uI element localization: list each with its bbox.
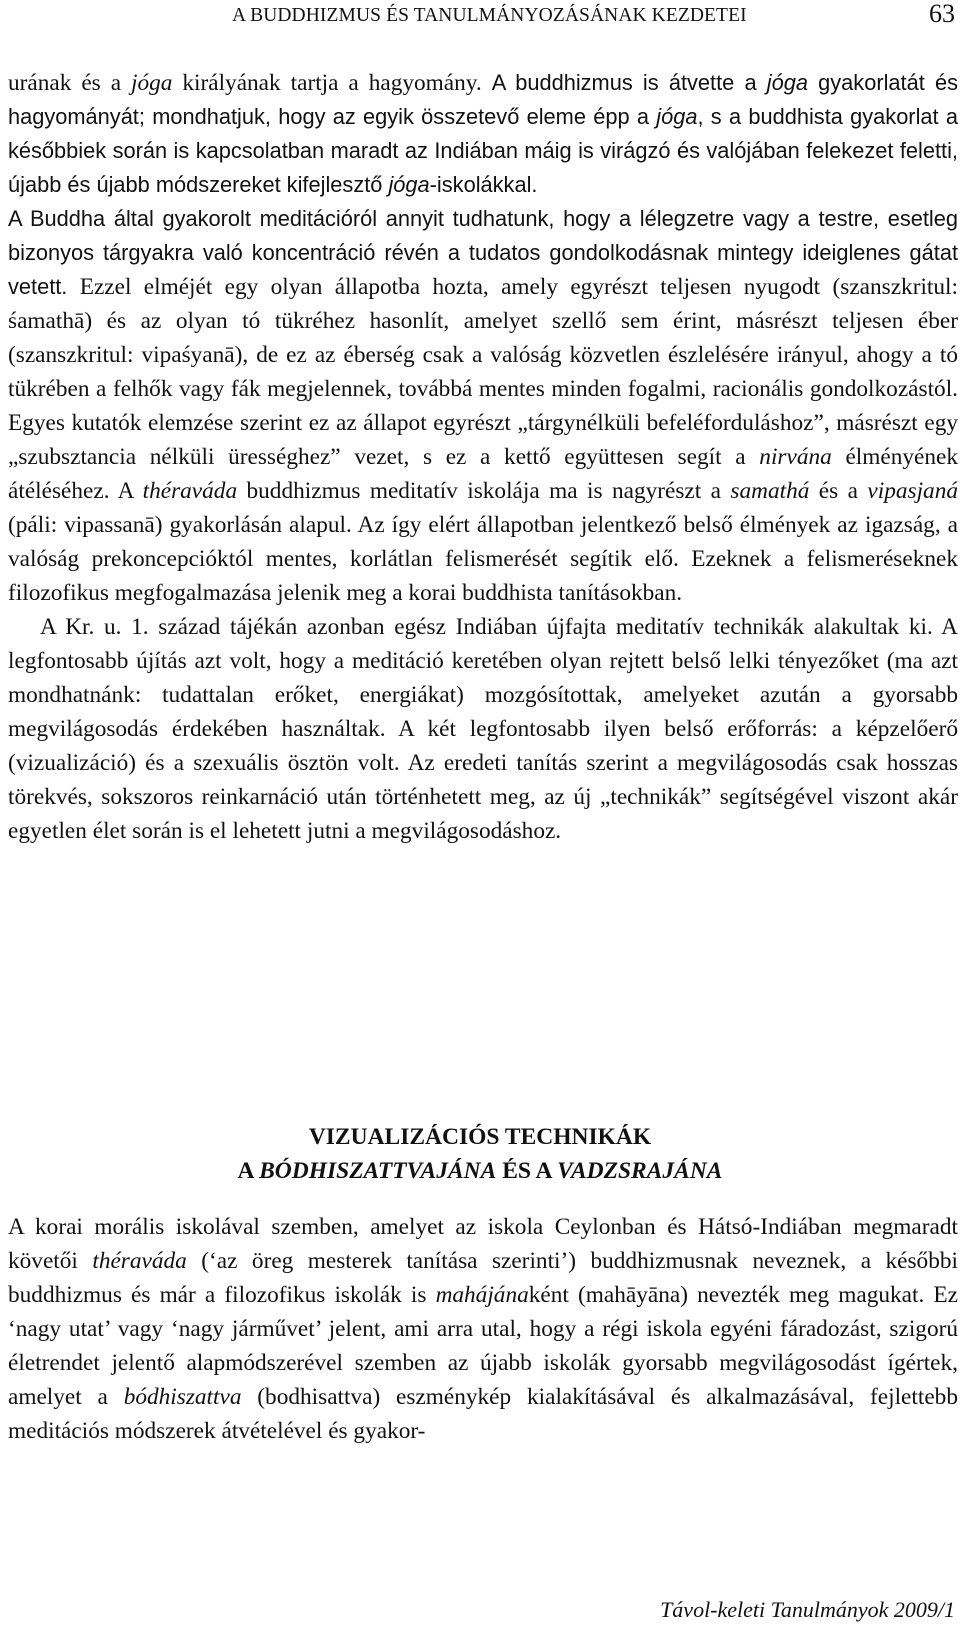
section-paragraph-1 [8, 1210, 958, 1448]
text-run: -iskolákkal. [429, 172, 538, 197]
heading-text: ÉS A [496, 1158, 558, 1184]
text-run: élményének átéléséhez. A [8, 444, 959, 504]
paragraph-1 [8, 66, 958, 202]
section-body [8, 1210, 958, 1448]
text-run: gyakorlatát és hagyományát; mondhatjuk, hogy az egyik összetevő eleme épp a [8, 70, 958, 129]
italic-term: vipasjaná [867, 478, 958, 504]
text-run: , s a buddhista gyakorlat a későbbiek során is kapcsolatban maradt az Indiában máig is virágzó és valójában felekezet feletti, újabb és újabb módszereket kifejlesztő [8, 104, 958, 197]
italic-term: théraváda [92, 1248, 187, 1274]
running-head: A BUDDHIZMUS ÉS TANULMÁNYOZÁSÁNAK KEZDETEI [232, 5, 747, 26]
text-run: A korai morális iskolával szemben, amelyet az iskola Ceylonban és Hátsó-Indiában megmaradt követői [8, 1214, 958, 1274]
text-run: Ezzel elméjét egy olyan állapotba hozta, amely egyrészt teljesen nyugodt (szanszkritul: śamathā) és az olyan tó tükréhez hasonlít, amelyet szellő sem érint, másrészt teljesen éber (szanszkritul: vipaśyanā), de ez az éberség csak a valóság közvetlen észlelésére irányul, ahogy a tó tükrében a felhők vagy fák megjelennek, továbbá mentes minden fogalmi, racionális gondolkozástól. Egyes kutatók elemzése szerint ez az állapot egyrészt „tárgynélküli befeléforduláshoz”, másrészt egy „szubsztancia nélküli ürességhez” vezet, s ez a kettő együttesen segít a [8, 274, 958, 470]
italic-term: jóga [656, 104, 698, 129]
text-run: (páli: vipassanā) gyakorlásán alapul. Az így elért állapotban jelentkező belső élmények az igazság, a valóság prekoncepcióktól mentes, korlátlan felismerését segítik elő. Ezeknek a felismeréseknek filozofikus megfogalmazása jelenik meg a korai buddhista tanításokban. [8, 512, 958, 606]
page-header [0, 2, 960, 36]
journal-footer: Távol-keleti Tanulmányok 2009/1 [660, 1597, 955, 1622]
italic-term: nirvána [759, 444, 832, 470]
heading-italic: BÓDHISZATTVAJÁNA [259, 1158, 497, 1184]
italic-term: jóga [388, 172, 430, 197]
italic-term: jóga [766, 70, 808, 95]
text-run: és a [809, 478, 868, 504]
heading-line-1: VIZUALIZÁCIÓS TECHNIKÁK [308, 1124, 652, 1150]
text-run: (bodhisattva) eszménykép kialakításával és alkalmazásával, fejlettebb meditációs módszerek átvételével és gyakor- [8, 1384, 958, 1444]
heading-text: A [237, 1158, 260, 1184]
heading-italic: VADZSRAJÁNA [557, 1158, 723, 1184]
heading-line-2 [0, 1154, 960, 1188]
text-run: (‘az öreg mesterek tanítása szerinti’) buddhizmusnak neveznek, a későbbi buddhizmus és már a filozofikus iskolák is [8, 1248, 958, 1308]
italic-term: mahájána [435, 1282, 529, 1308]
page-number: 63 [929, 0, 955, 28]
italic-term: samathá [730, 478, 810, 504]
text-run: A Buddha által gyakorolt meditációról annyit tudhatunk, hogy a lélegzetre vagy a testre, esetleg bizonyos tárgyakra való koncentráció révén a tudatos gondolkodásnak mintegy ideiglenes gátat vetett. [8, 206, 958, 299]
body-text [8, 66, 958, 848]
section-heading [0, 1120, 960, 1188]
text-run: buddhizmus meditatív iskolája ma is nagyrészt a [237, 478, 731, 504]
italic-term: jóga [130, 70, 173, 96]
text-run: királyának tartja a hagyomány. [172, 70, 492, 96]
text-run: ként (mahāyāna) nevezték meg magukat. Ez ‘nagy utat’ vagy ‘nagy járművet’ jelent, ami arra utal, hogy a régi iskola egyéni fáradozást, szigorú életrendet jelentő alapmódszerével szemben az újabb iskolák gyorsabb megvilágosodást ígértek, amelyet a [8, 1282, 958, 1410]
paragraph-2 [8, 202, 958, 610]
paragraph-3: A Kr. u. 1. század tájékán azonban egész Indiában újfajta meditatív technikák alakultak ki. A legfontosabb újítás azt volt, hogy a meditáció keretében olyan rejtett belső lelki tényezőket (ma azt mondhatnánk: tudattalan erőket, energiákat) mozgósítottak, amelyeket azután a gyorsabb megvilágosodás érdekében használtak. A két legfontosabb ilyen belső erőforrás: a képzelőerő (vizualizáció) és a szexuális ösztön volt. Az eredeti tanítás szerint a megvilágosodás csak hosszas törekvés, sokszoros reinkarnáció után történhetett meg, az új „technikák” segítségével viszont akár egyetlen élet során is el lehetett jutni a megvilágosodáshoz. [8, 614, 958, 844]
italic-term: bódhiszattva [123, 1384, 242, 1410]
italic-term: théraváda [142, 478, 238, 504]
text-run: urának és a [8, 70, 131, 96]
text-run: A buddhizmus is átvette a [491, 70, 767, 95]
